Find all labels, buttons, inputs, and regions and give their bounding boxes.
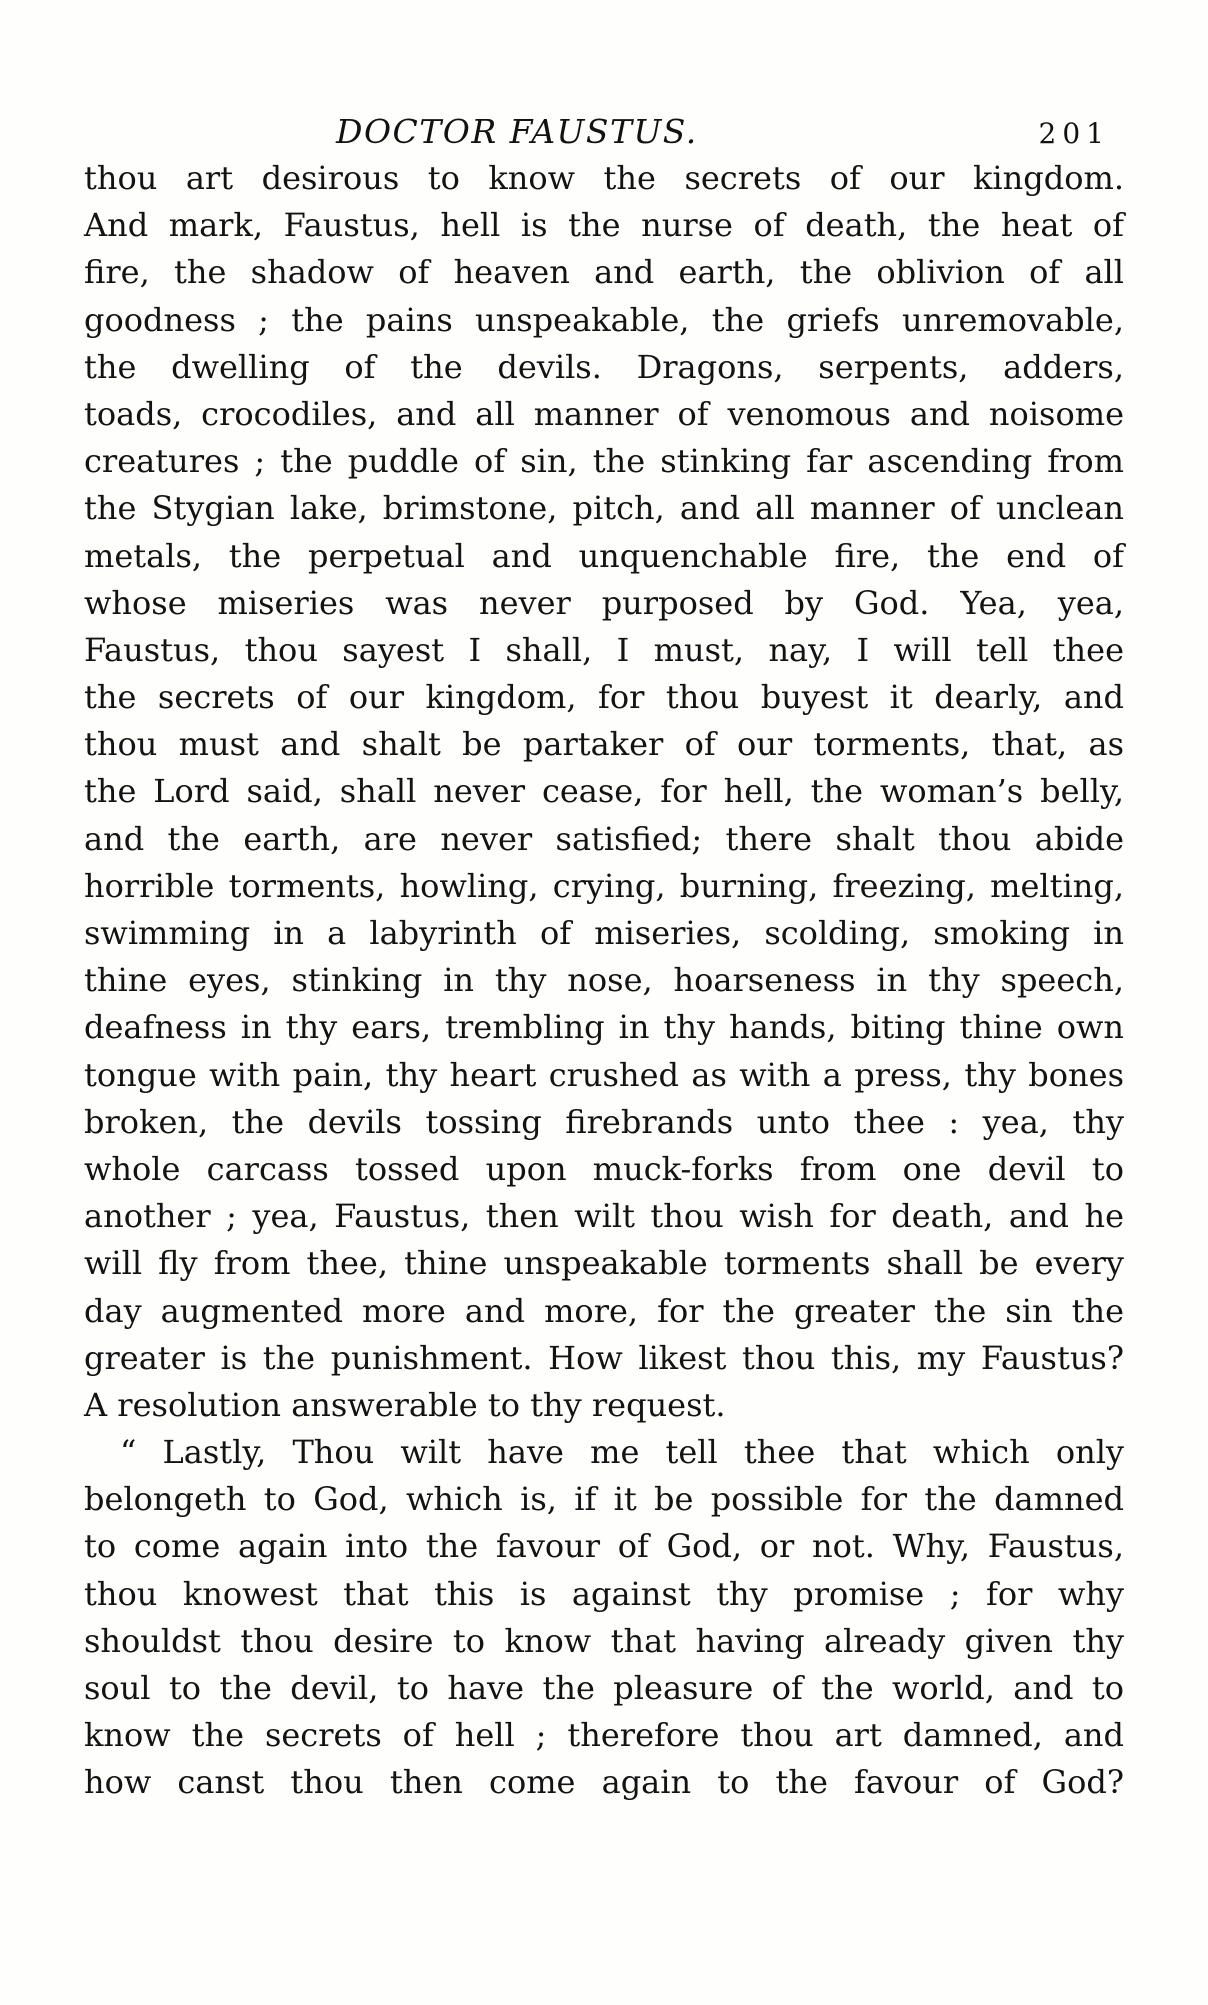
text-line: horrible torments, howling, crying, burning, freezing, melting, (84, 866, 1124, 905)
text-line: the Stygian lake, brimstone, pitch, and all manner of unclean (84, 489, 1124, 528)
text-line: the Lord said, shall never cease, for hell, the woman’s belly, (84, 772, 1124, 811)
text-line: the dwelling of the devils. Dragons, serpents, adders, (84, 347, 1124, 386)
text-line: greater is the punishment. How likest thou this, my Faustus? (84, 1338, 1124, 1377)
text-line: and the earth, are never satisfied; there shalt thou abide (84, 819, 1124, 858)
text-line: swimming in a labyrinth of miseries, scolding, smoking in (84, 914, 1124, 952)
text-line: to come again into the favour of God, or not. Why, Faustus, (84, 1527, 1124, 1566)
text-line: belongeth to God, which is, if it be possible for the damned (84, 1480, 1124, 1519)
text-line: creatures ; the puddle of sin, the stinking far ascending from (84, 442, 1124, 481)
text-line: soul to the devil, to have the pleasure of the world, and to (84, 1669, 1124, 1707)
text-line: day augmented more and more, for the greater the sin the (84, 1291, 1124, 1330)
text-line: A resolution answerable to thy request. (84, 1385, 726, 1424)
text-line: Faustus, thou sayest I shall, I must, nay, I will tell thee (84, 630, 1124, 669)
text-line: tongue with pain, thy heart crushed as with a press, thy bones (84, 1055, 1124, 1094)
text-line: toads, crocodiles, and all manner of venomous and noisome (84, 394, 1124, 433)
page-number: 201 (1038, 117, 1110, 150)
text-line: fire, the shadow of heaven and earth, the oblivion of all (84, 253, 1124, 292)
text-line: shouldst thou desire to know that having already given thy (84, 1621, 1124, 1660)
text-line: thou knowest that this is against thy promise ; for why (84, 1574, 1124, 1613)
text-line: goodness ; the pains unspeakable, the griefs unremovable, (84, 300, 1124, 339)
text-line: know the secrets of hell ; therefore thou art damned, and (84, 1716, 1124, 1755)
text-line: thou must and shalt be partaker of our torments, that, as (84, 725, 1124, 764)
running-head (84, 108, 1124, 160)
body-text (84, 155, 1124, 1807)
text-line: how canst thou then come again to the favour of God? (84, 1763, 1124, 1802)
page-title: DOCTOR FAUSTUS. (336, 112, 698, 151)
text-line: broken, the devils tossing firebrands unto thee : yea, thy (84, 1102, 1124, 1141)
text-line: deafness in thy ears, trembling in thy hands, biting thine own (84, 1008, 1124, 1047)
text-line: And mark, Faustus, hell is the nurse of death, the heat of (84, 206, 1124, 245)
text-line: another ; yea, Faustus, then wilt thou wish for death, and he (84, 1197, 1124, 1236)
text-line: thou art desirous to know the secrets of our kingdom. (84, 159, 1124, 197)
text-line: metals, the perpetual and unquenchable fire, the end of (84, 536, 1124, 575)
text-line: thine eyes, stinking in thy nose, hoarseness in thy speech, (84, 961, 1124, 1000)
text-line: whole carcass tossed upon muck-forks from one devil to (84, 1149, 1124, 1188)
text-line: whose miseries was never purposed by God. Yea, yea, (84, 583, 1124, 622)
text-line: will fly from thee, thine unspeakable torments shall be every (84, 1244, 1124, 1283)
text-line: the secrets of our kingdom, for thou buyest it dearly, and (84, 678, 1124, 717)
text-line: “ Lastly, Thou wilt have me tell thee that which only (120, 1433, 1124, 1472)
